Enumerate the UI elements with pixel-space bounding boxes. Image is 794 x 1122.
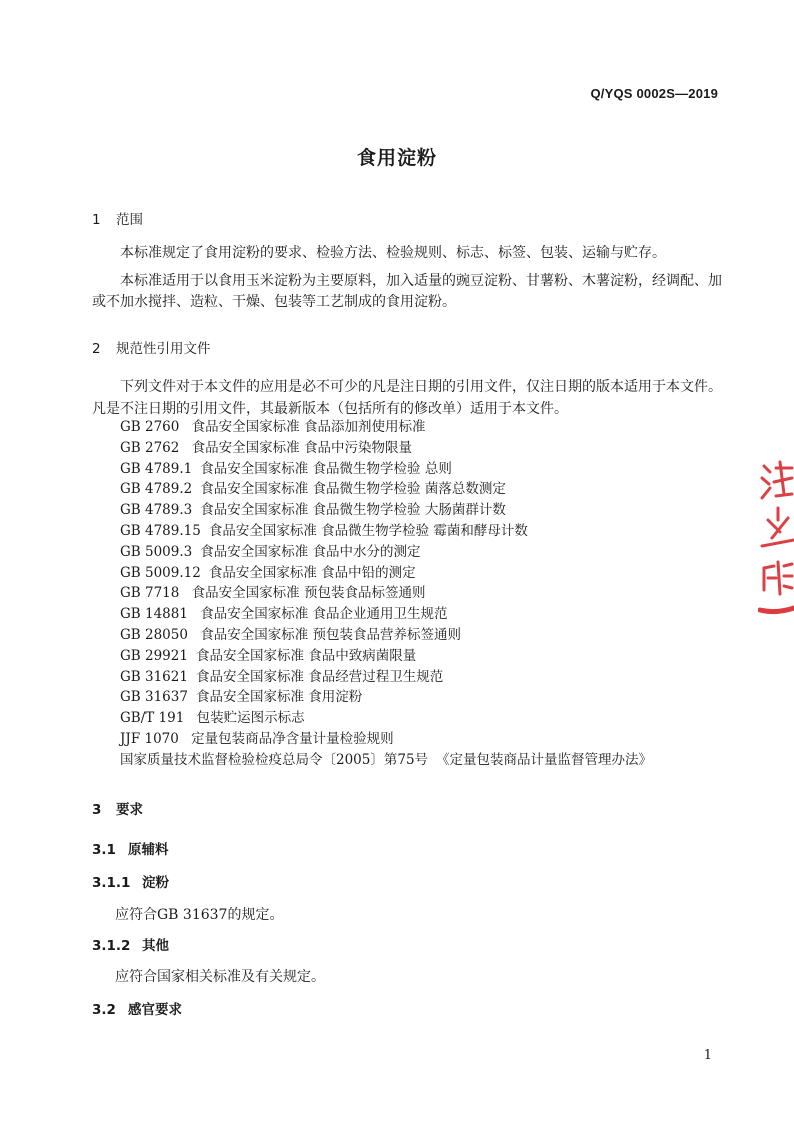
reference-code: GB 28050 [120,626,188,643]
reference-code: GB 4789.2 [120,481,193,498]
section-3-1-1-body: 应符合GB 31637的规定。 [115,907,284,923]
reference-code: GB 31637 [120,689,188,706]
reference-title: 包装贮运图示标志 [192,710,305,727]
reference-item [120,729,652,750]
reference-item [120,438,652,459]
reference-item [120,708,652,729]
section-title: 范围 [116,212,143,228]
section-number: 2 [92,341,101,357]
reference-item [120,583,652,604]
reference-code: 国家质量技术监督检验检疫总局令〔2005〕第75号 [120,751,429,768]
section-2-heading [92,337,211,357]
section-number: 3.1.1 [92,875,131,891]
reference-title: 食品安全国家标准 食用淀粉 [195,689,363,706]
section-3-heading [92,798,143,818]
section-1-heading [92,208,143,228]
section-title: 淀粉 [142,875,169,891]
reference-code: GB 2762 [120,439,180,456]
section-3-1-heading [92,838,169,858]
reference-item [120,563,652,584]
reference-item [120,500,652,521]
page-number: 1 [703,1048,712,1063]
section-title: 要求 [116,802,143,818]
reference-title: 食品安全国家标准 食品中污染物限量 [187,439,412,456]
reference-title: 食品安全国家标准 食品添加剂使用标准 [187,419,426,435]
reference-title: 食品安全国家标准 食品中铅的测定 [208,564,416,581]
reference-code: GB 14881 [120,606,188,623]
document-code: Q/YQS 0002S—2019 [590,86,718,101]
section-3-2-heading [92,998,182,1018]
section-title: 感官要求 [128,1002,182,1018]
reference-code: GB 7718 [120,585,180,602]
section-number: 3 [92,802,102,818]
references-intro: 下列文件对于本文件的应用是必不可少的凡是注日期的引用文件，仅注日期的版本适用于本文件。凡是不注日期的引用文件，其最新版本（包括所有的修改单）适用于本文件。 [92,379,722,417]
section-number: 3.1.2 [92,938,131,954]
reference-item [120,479,652,500]
reference-item [120,459,652,480]
section-3-1-2-body: 应符合国家相关标准及有关规定。 [115,969,325,985]
reference-code: GB 4789.3 [120,502,193,519]
reference-title: 食品安全国家标准 食品中水分的测定 [200,543,421,560]
reference-title: 食品安全国家标准 预包装食品标签通则 [187,585,426,602]
reference-title: 食品安全国家标准 食品企业通用卫生规范 [195,606,448,623]
reference-title: 食品安全国家标准 食品中致病菌限量 [195,647,417,664]
scope-paragraph-2: 本标准适用于以食用玉米淀粉为主要原料，加入适量的豌豆淀粉、甘薯粉、木薯淀粉，经调配、加或不加水搅拌、造粒、干燥、包装等工艺制成的食用淀粉。 [92,273,722,310]
reference-code: GB/T 191 [120,710,185,727]
reference-title: 定量包装商品净含量计量检验规则 [186,730,394,747]
section-number: 3.2 [92,1002,116,1018]
reference-title: 食品安全国家标准 食品微生物学检验 总则 [200,460,452,477]
reference-item [120,750,652,771]
reference-code: GB 31621 [120,668,188,685]
reference-item [120,417,652,438]
reference-code: GB 2760 [120,419,180,435]
page-title: 食用淀粉 [356,147,437,169]
reference-code: GB 5009.3 [120,543,193,560]
reference-code: JJF 1070 [120,730,179,747]
section-title: 规范性引用文件 [116,341,211,357]
seal-stamp-icon [758,458,794,628]
reference-item [120,667,652,688]
reference-title: 食品安全国家标准 食品经营过程卫生规范 [195,668,444,685]
reference-code: GB 4789.1 [120,460,193,477]
reference-title: 食品安全国家标准 食品微生物学检验 大肠菌群计数 [200,502,506,519]
reference-item [120,687,652,708]
section-3-1-2-heading [92,934,169,954]
scope-paragraph-1: 本标准规定了食用淀粉的要求、检验方法、检验规则、标志、标签、包装、运输与贮存。 [120,245,666,261]
reference-item [120,521,652,542]
section-number: 3.1 [92,842,116,858]
section-number: 1 [92,212,101,228]
reference-item [120,625,652,646]
reference-code: GB 5009.12 [120,564,201,581]
reference-title: 食品安全国家标准 食品微生物学检验 霉菌和酵母计数 [208,522,528,539]
reference-code: GB 29921 [120,647,188,664]
section-3-1-1-heading [92,871,169,891]
section-title: 其他 [142,938,169,954]
reference-title: 食品安全国家标准 预包装食品营养标签通则 [195,626,462,643]
section-title: 原辅料 [128,842,169,858]
reference-item [120,646,652,667]
reference-item [120,542,652,563]
reference-list [120,417,652,771]
reference-title: 《定量包装商品计量监督管理办法》 [436,751,653,768]
reference-item [120,604,652,625]
reference-title: 食品安全国家标准 食品微生物学检验 菌落总数测定 [200,481,506,498]
reference-code: GB 4789.15 [120,522,201,539]
